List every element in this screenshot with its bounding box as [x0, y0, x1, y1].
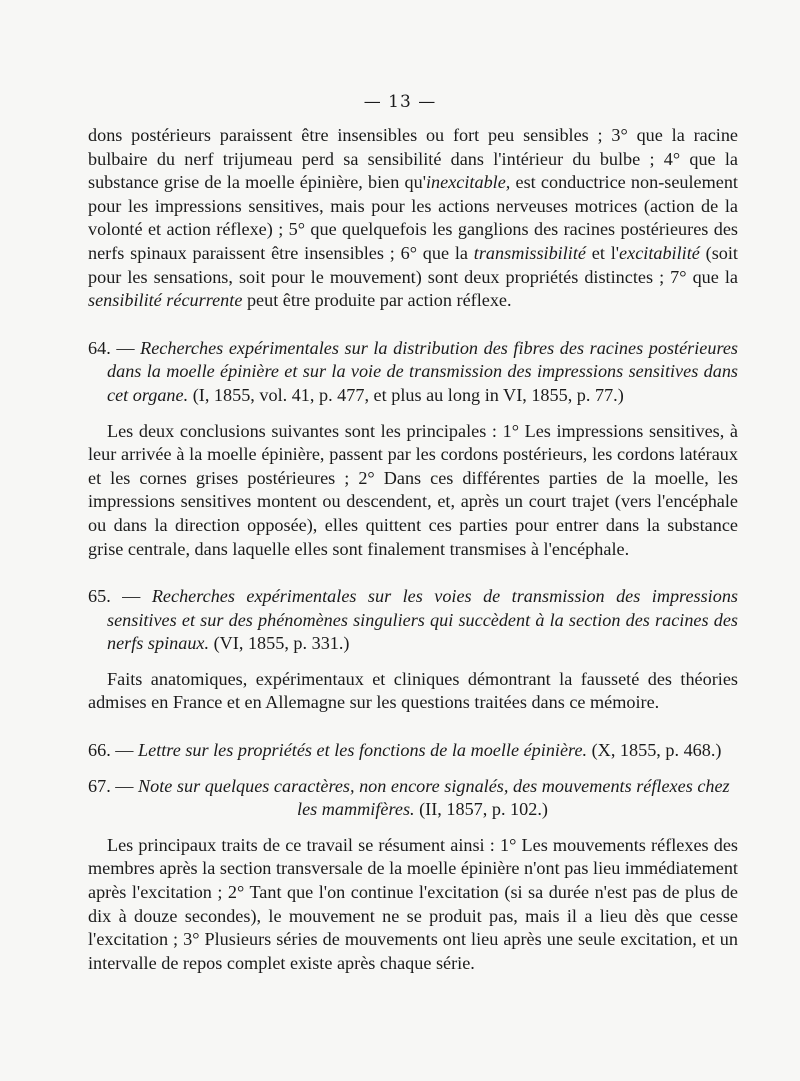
entry-65-title: Recherches expérimentales sur les voies de transmission des impressions sensitives et sur des phénomènes singuliers qui succèdent à la section des racines des nerfs spinaux. — [107, 586, 739, 654]
entry-67-title: Note sur quelques caractères, non encore signalés, des mouvements réflexes chez — [138, 775, 730, 796]
entry-67-heading: 67. — Note sur quelques caractères, non encore signalés, des mouvements réflexes chez les mammifères. (II, 1857, p. 102.) — [88, 775, 730, 820]
entry-64-text: Les deux conclusions suivantes sont les principales : 1° Les impressions sensitives, à leur arrivée à la moelle épinière, passent par les cordons postérieurs, les cordons latéraux et les cornes grises postérieures ; 2° Dans ces différentes parties de la moelle, les impressions sensitives montent ou descendent, et, après un court trajet (vers l'encéphale ou dans la direction opposée), elles quittent ces parties pour entrer dans la substance grise centrale, dans laquelle elles sont finalement transmises à l'encéphale. — [88, 420, 738, 559]
entry-67-text: Les principaux traits de ce travail se résument ainsi : 1° Les mouvements réflexes des membres après la section transversale de la moelle épinière n'ont pas lieu immédiatement après l'excitation ; 2° Tant que l'on continue l'excitation (si sa durée n'est pas de plus de dix à douze secondes), le mouvement ne se produit pas, mais il a lieu dès que cesse l'excitation ; 3° Plusieurs séries de mouvements ont lieu après une seule excitation, et un intervalle de repos complet existe après chaque série. — [88, 834, 738, 973]
entry-65-heading: 65. — Recherches expérimentales sur les voies de transmission des impressions sensitives et sur des phénomènes singuliers qui succèdent à la section des racines des nerfs spinaux. (VI, 1855, p. 331.) — [88, 586, 739, 654]
entry-65-text: Faits anatomiques, expérimentaux et cliniques démontrant la fausseté des théories admises en France et en Allemagne sur les questions traitées dans ce mémoire. — [88, 668, 738, 713]
entry-64-heading: 64. — Recherches expérimentales sur la distribution des fibres des racines postérieures dans la moelle épinière et sur la voie de transmission des impressions sensitives dans cet organe. (I, 1855, vol. 41, p. 477, et plus au long in VI, 1855, p. 77.) — [88, 337, 738, 405]
entry-64-ref: (I, 1855, vol. 41, p. 477, et plus au long in VI, 1855, p. 77.) — [188, 384, 624, 405]
page-number: — 13 — — [363, 92, 437, 112]
entry-66-heading: 66. — Lettre sur les propriétés et les fonctions de la moelle épinière. (X, 1855, p. 468.) — [88, 740, 722, 761]
intro-paragraph: dons postérieurs paraissent être insensibles ou fort peu sensibles ; 3° que la racine bulbaire du nerf trijumeau perd sa sensibilité dans l'intérieur du bulbe ; 4° que la substance grise de la moelle épinière, bien qu'inexcitable, est conductrice non-seulement pour les impressions sensitives, mais pour les actions nerveuses motrices (action de la volonté et action réflexe) ; 5° que quelquefois les ganglions des racines postérieures des nerfs spinaux paraissent être insensibles ; 6° que la transmissibilité et l'excitabilité (soit pour les sensations, soit pour le mouvement) sont deux propriétés distinctes ; 7° que la sensibilité récurrente peut être produite par action réflexe. — [88, 125, 738, 311]
page-body — [88, 124, 738, 975]
entry-66-ref: (X, 1855, p. 468.) — [587, 740, 722, 761]
entry-64-title: Recherches expérimentales sur la distribution des fibres des racines postérieures dans la moelle épinière et sur la voie de transmission des impressions sensitives dans cet organe. — [107, 337, 738, 405]
entry-66-title: Lettre sur les propriétés et les fonctions de la moelle épinière. — [138, 740, 588, 761]
entry-65-ref: (VI, 1855, p. 331.) — [209, 633, 350, 654]
entry-67-ref: (II, 1857, p. 102.) — [414, 799, 548, 820]
